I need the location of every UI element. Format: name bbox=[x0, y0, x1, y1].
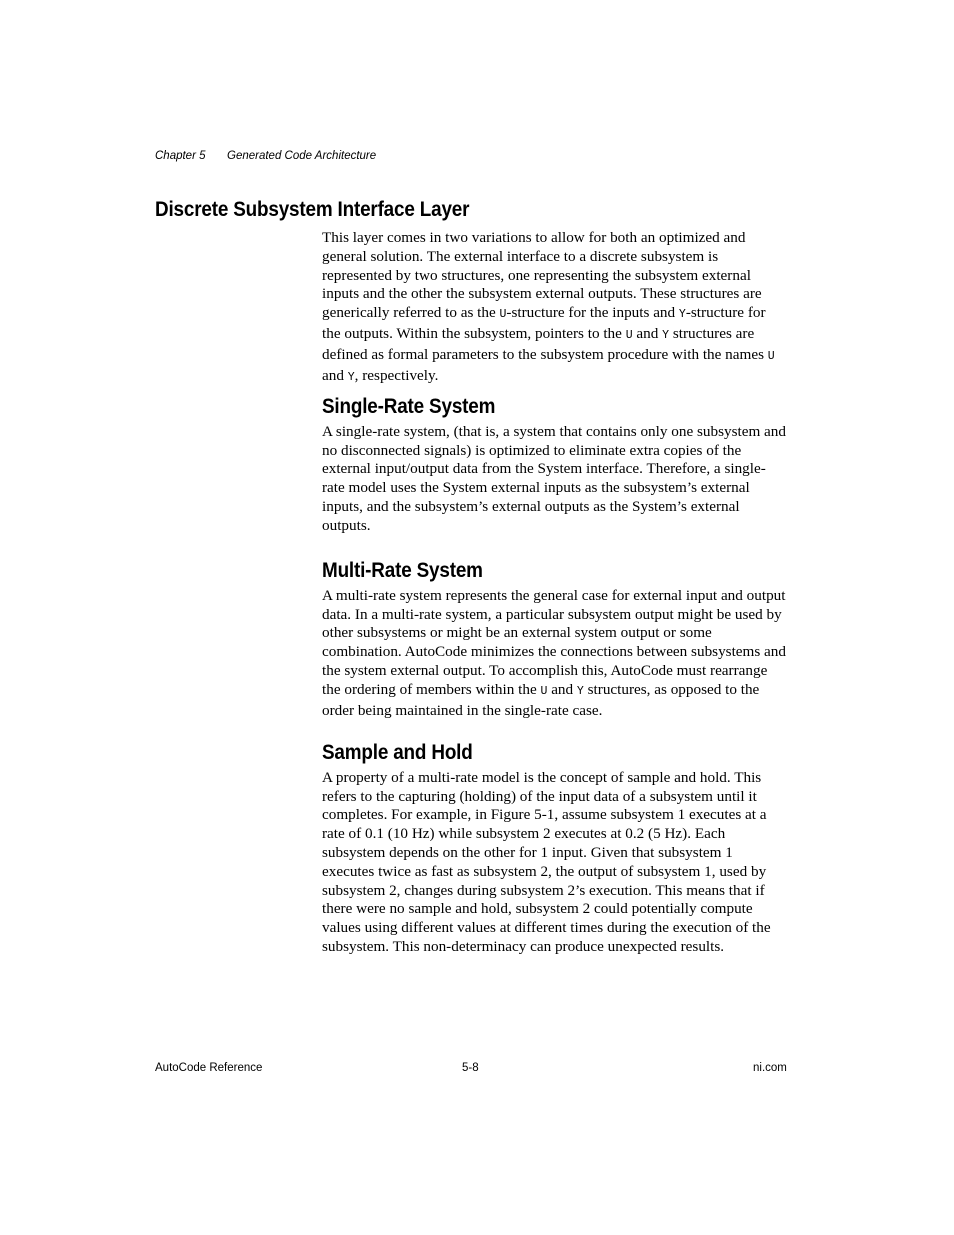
multi-rate-section bbox=[322, 559, 787, 720]
section-body bbox=[322, 229, 787, 387]
text-run: This layer comes in two variations to allow for both an optimized and general solution. The external interface to a discrete subsystem is represented by two structures, one representing the subsystem external inputs and the other the subsystem external outputs. These structures are generically referred to as the bbox=[322, 229, 762, 322]
text-run: structures are defined as formal parameters to the subsystem procedure with the names bbox=[322, 324, 768, 363]
chapter-number: Chapter 5 bbox=[155, 150, 206, 162]
text-run: -structure for the inputs and bbox=[506, 304, 679, 322]
text-run: , respectively. bbox=[354, 366, 439, 384]
section-paragraph bbox=[322, 229, 787, 387]
code-y: Y bbox=[678, 308, 686, 322]
code-y: Y bbox=[662, 328, 670, 342]
code-u: U bbox=[767, 349, 775, 363]
text-run: and bbox=[547, 680, 577, 698]
text-run: A multi-rate system represents the general case for external input and output data. In a multi-rate system, a particular subsystem output might be used by other subsystems or might be an external system output or some combination. AutoCode minimizes the connections between subsystems and the system external output. To accomplish this, AutoCode must rearrange the ordering of members within the bbox=[322, 586, 786, 698]
sample-hold-paragraph: A property of a multi-rate model is the concept of sample and hold. This refers to the capturing (holding) of the input data of a subsystem until it completes. For example, in Figure 5-1, assume subsystem 1 executes at a rate of 0.1 (10 Hz) while subsystem 2 executes at 0.2 (5 Hz). Each subsystem depends on the other for 1 input. Given that subsystem 1 executes twice as fast as subsystem 2, the output of subsystem 1, used by subsystem 2, changes during subsystem 2’s execution. This means that if there were no sample and hold, subsystem 2 could potentially compute values using different values at different times during the execution of the subsystem. This non-determinacy can produce unexpected results. bbox=[322, 768, 771, 955]
code-u: U bbox=[540, 684, 548, 698]
code-u: U bbox=[499, 308, 507, 322]
text-run: and bbox=[632, 324, 663, 342]
single-rate-heading: Single-Rate System bbox=[322, 395, 496, 418]
text-run: -structure for the outputs. Within the subsystem, pointers to the bbox=[322, 304, 766, 342]
text-run: and bbox=[322, 366, 348, 384]
single-rate-paragraph: A single-rate system, (that is, a system that contains only one subsystem and no disconnected signals) is optimized to eliminate extra copies of the external input/output data from the System interface. Therefore, a single-rate model uses the System external inputs as the subsystem’s external inputs, and the subsystem’s external outputs as the System’s external outputs. bbox=[322, 422, 786, 534]
running-header bbox=[155, 150, 376, 162]
section-heading: Discrete Subsystem Interface Layer bbox=[155, 198, 470, 221]
code-y: Y bbox=[576, 684, 584, 698]
single-rate-section bbox=[322, 395, 787, 536]
footer-website: ni.com bbox=[753, 1062, 787, 1074]
code-y: Y bbox=[347, 370, 355, 384]
multi-rate-heading: Multi-Rate System bbox=[322, 559, 483, 582]
footer-page-number: 5-8 bbox=[462, 1062, 479, 1074]
chapter-title: Generated Code Architecture bbox=[227, 150, 377, 162]
sample-hold-section bbox=[322, 741, 787, 957]
footer-doc-title: AutoCode Reference bbox=[155, 1062, 263, 1074]
code-u: U bbox=[625, 328, 633, 342]
sample-hold-heading: Sample and Hold bbox=[322, 741, 473, 764]
multi-rate-paragraph bbox=[322, 587, 787, 721]
text-run: structures, as opposed to the order being maintained in the single-rate case. bbox=[322, 680, 760, 719]
